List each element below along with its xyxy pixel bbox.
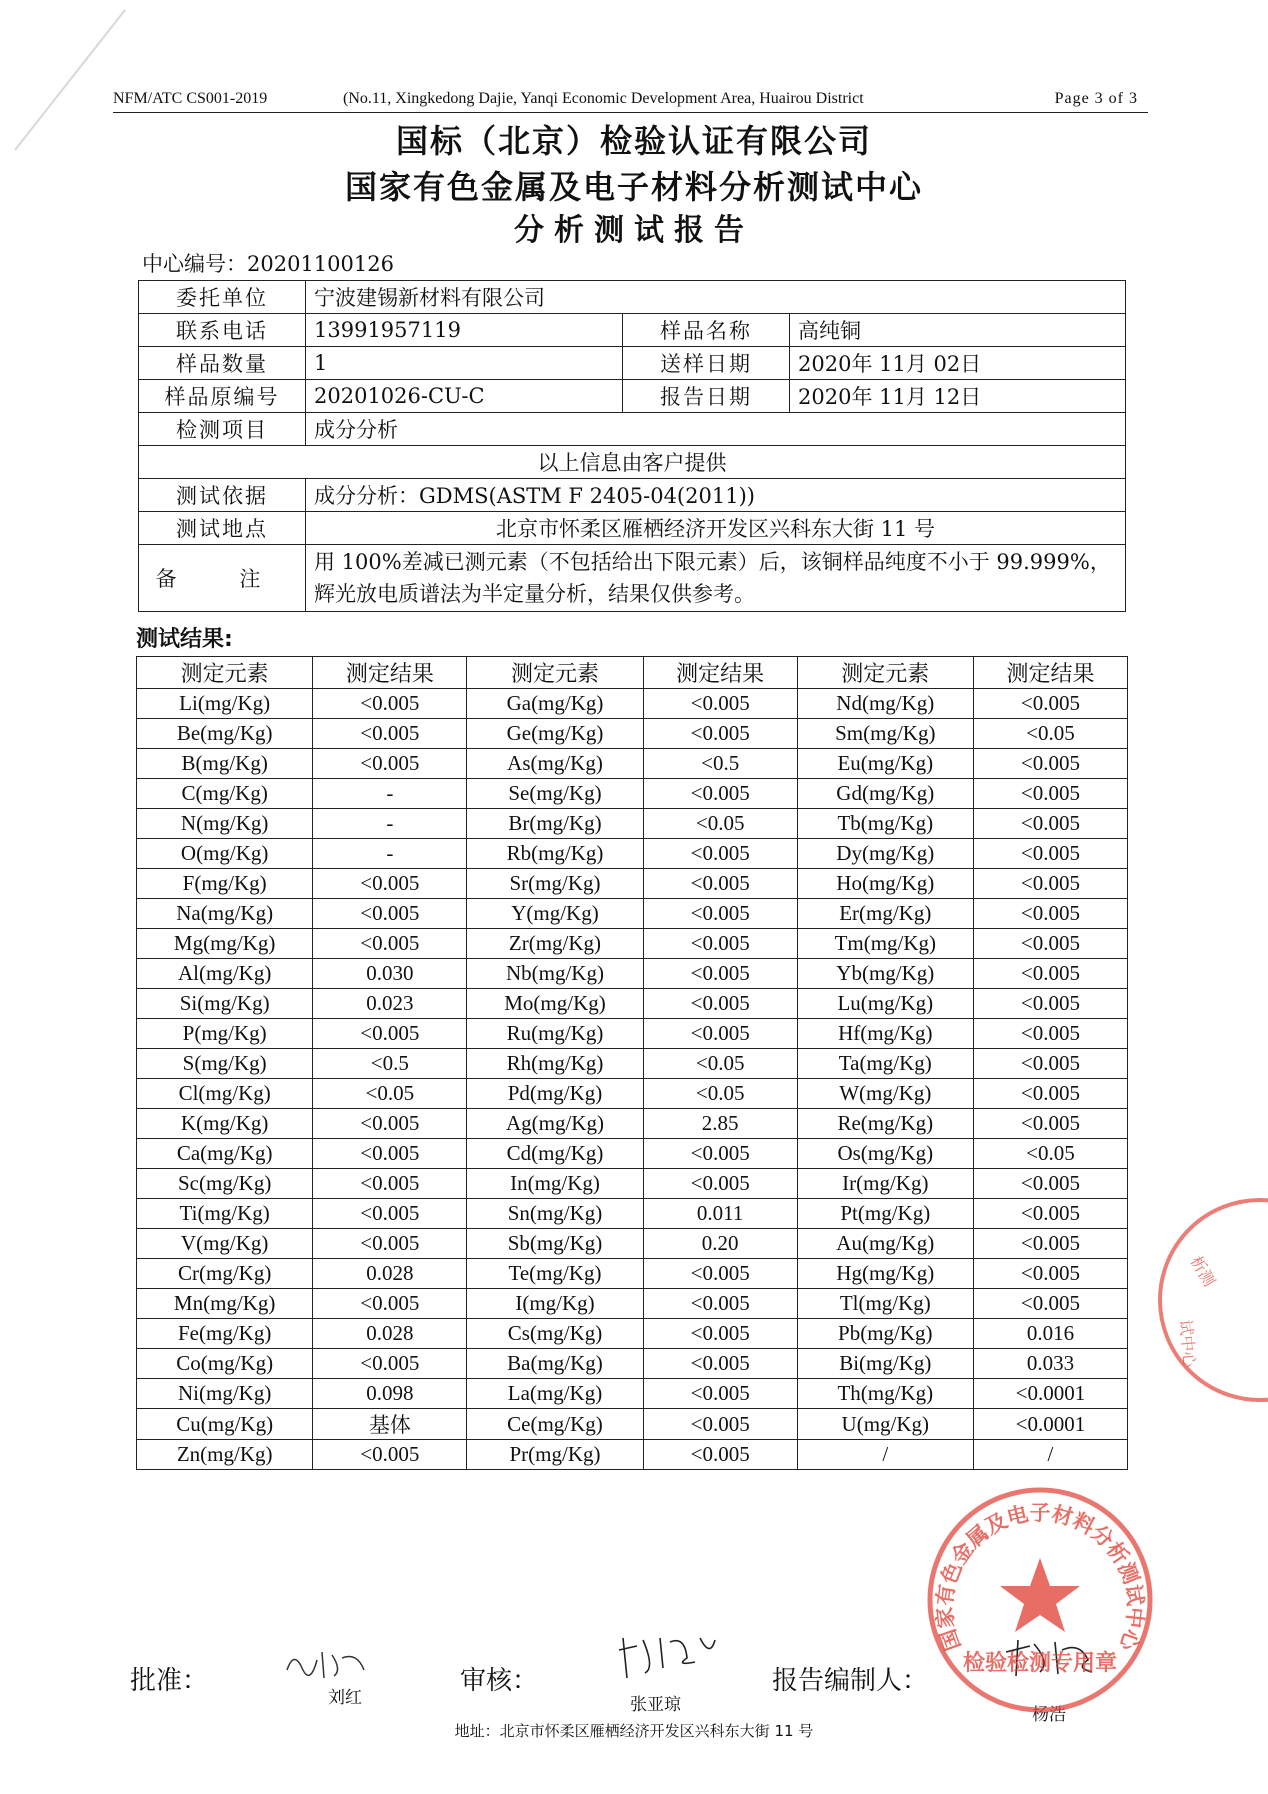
- element-cell: Sc(mg/Kg): [137, 1169, 313, 1199]
- element-cell: Br(mg/Kg): [467, 809, 643, 839]
- element-cell: Y(mg/Kg): [467, 899, 643, 929]
- result-cell: <0.005: [643, 1289, 797, 1319]
- element-cell: C(mg/Kg): [137, 779, 313, 809]
- result-cell: -: [313, 809, 467, 839]
- element-cell: K(mg/Kg): [137, 1109, 313, 1139]
- element-cell: Tb(mg/Kg): [797, 809, 973, 839]
- element-cell: Zr(mg/Kg): [467, 929, 643, 959]
- element-cell: Ta(mg/Kg): [797, 1049, 973, 1079]
- col-result-3: 测定结果: [973, 657, 1127, 689]
- edge-stamp: [1150, 1190, 1268, 1410]
- table-row: [137, 869, 1128, 899]
- result-cell: <0.005: [973, 989, 1127, 1019]
- result-cell: -: [313, 779, 467, 809]
- element-cell: Os(mg/Kg): [797, 1139, 973, 1169]
- table-row: [137, 989, 1128, 1019]
- element-cell: Sb(mg/Kg): [467, 1229, 643, 1259]
- col-element-2: 测定元素: [467, 657, 643, 689]
- table-row: [137, 929, 1128, 959]
- table-row: [137, 1409, 1128, 1440]
- element-cell: Rb(mg/Kg): [467, 839, 643, 869]
- table-row: [137, 1109, 1128, 1139]
- result-cell: <0.005: [973, 1259, 1127, 1289]
- result-cell: <0.05: [973, 1139, 1127, 1169]
- element-cell: Eu(mg/Kg): [797, 749, 973, 779]
- element-cell: Ba(mg/Kg): [467, 1349, 643, 1379]
- element-cell: Rh(mg/Kg): [467, 1049, 643, 1079]
- result-cell: <0.005: [973, 899, 1127, 929]
- result-cell: <0.005: [643, 1259, 797, 1289]
- item-label: 检测项目: [139, 413, 306, 446]
- report-date-value: 2020年 11月 12日: [790, 380, 1126, 413]
- stamp-arc-text: 国家有色金属及电子材料分析测试中心: [932, 1501, 1148, 1654]
- result-cell: 0.028: [313, 1259, 467, 1289]
- result-cell: <0.005: [973, 1169, 1127, 1199]
- review-signature: [615, 1628, 725, 1683]
- col-element-1: 测定元素: [137, 657, 313, 689]
- table-row: [137, 1049, 1128, 1079]
- element-cell: As(mg/Kg): [467, 749, 643, 779]
- result-cell: <0.005: [313, 1289, 467, 1319]
- element-cell: Sr(mg/Kg): [467, 869, 643, 899]
- table-row: [137, 1229, 1128, 1259]
- orig-no-label: 样品原编号: [139, 380, 306, 413]
- result-cell: <0.005: [313, 929, 467, 959]
- place-label: 测试地点: [139, 512, 306, 545]
- element-cell: Lu(mg/Kg): [797, 989, 973, 1019]
- element-cell: O(mg/Kg): [137, 839, 313, 869]
- result-cell: <0.005: [973, 1019, 1127, 1049]
- table-row: [137, 1379, 1128, 1409]
- result-cell: <0.005: [973, 1079, 1127, 1109]
- table-row: [137, 1259, 1128, 1289]
- table-row: [137, 749, 1128, 779]
- result-cell: <0.005: [643, 899, 797, 929]
- result-cell: <0.005: [973, 929, 1127, 959]
- element-cell: Nb(mg/Kg): [467, 959, 643, 989]
- result-cell: <0.005: [643, 989, 797, 1019]
- table-row: [137, 689, 1128, 719]
- element-cell: Pr(mg/Kg): [467, 1440, 643, 1470]
- client-note: 以上信息由客户提供: [139, 446, 1126, 479]
- element-cell: Mo(mg/Kg): [467, 989, 643, 1019]
- table-row: [137, 809, 1128, 839]
- result-cell: -: [313, 839, 467, 869]
- element-cell: F(mg/Kg): [137, 869, 313, 899]
- basis-label: 测试依据: [139, 479, 306, 512]
- orig-no-value: 20201026-CU-C: [306, 380, 623, 413]
- results-title: 测试结果:: [136, 627, 233, 652]
- result-cell: <0.005: [313, 1349, 467, 1379]
- element-cell: W(mg/Kg): [797, 1079, 973, 1109]
- review-label: 审核：: [460, 1666, 539, 1696]
- review-name: 张亚琼: [630, 1695, 681, 1715]
- result-cell: <0.005: [313, 1169, 467, 1199]
- result-cell: <0.005: [643, 1139, 797, 1169]
- result-cell: <0.005: [313, 1229, 467, 1259]
- svg-text:析测: 析测: [1186, 1252, 1219, 1290]
- col-element-3: 测定元素: [797, 657, 973, 689]
- element-cell: Hg(mg/Kg): [797, 1259, 973, 1289]
- element-cell: Tl(mg/Kg): [797, 1289, 973, 1319]
- element-cell: Tm(mg/Kg): [797, 929, 973, 959]
- element-cell: Co(mg/Kg): [137, 1349, 313, 1379]
- result-cell: <0.5: [643, 749, 797, 779]
- item-value: 成分分析: [306, 413, 1126, 446]
- element-cell: Ce(mg/Kg): [467, 1409, 643, 1440]
- result-cell: 0.028: [313, 1319, 467, 1349]
- element-cell: Na(mg/Kg): [137, 899, 313, 929]
- element-cell: I(mg/Kg): [467, 1289, 643, 1319]
- result-cell: <0.005: [313, 689, 467, 719]
- result-cell: <0.0001: [973, 1379, 1127, 1409]
- element-cell: Ho(mg/Kg): [797, 869, 973, 899]
- result-cell: <0.005: [973, 1049, 1127, 1079]
- result-cell: <0.005: [643, 1349, 797, 1379]
- table-row: [137, 1169, 1128, 1199]
- element-cell: Ti(mg/Kg): [137, 1199, 313, 1229]
- element-cell: Cu(mg/Kg): [137, 1409, 313, 1440]
- result-cell: <0.005: [313, 749, 467, 779]
- table-row: [137, 719, 1128, 749]
- element-cell: Ga(mg/Kg): [467, 689, 643, 719]
- report-title: 分析测试报告: [514, 213, 754, 248]
- element-cell: Er(mg/Kg): [797, 899, 973, 929]
- results-header-row: [137, 657, 1128, 689]
- result-cell: <0.05: [973, 719, 1127, 749]
- result-cell: <0.005: [313, 719, 467, 749]
- element-cell: Mn(mg/Kg): [137, 1289, 313, 1319]
- phone-value: 13991957119: [306, 314, 623, 347]
- result-cell: <0.05: [643, 809, 797, 839]
- result-cell: 基体: [313, 1409, 467, 1440]
- result-cell: <0.005: [643, 1319, 797, 1349]
- result-cell: /: [973, 1440, 1127, 1470]
- element-cell: U(mg/Kg): [797, 1409, 973, 1440]
- send-date-label: 送样日期: [623, 347, 790, 380]
- page-number: Page 3 of 3: [1054, 90, 1138, 107]
- result-cell: <0.005: [973, 779, 1127, 809]
- result-cell: <0.005: [313, 1440, 467, 1470]
- result-cell: <0.005: [643, 1019, 797, 1049]
- element-cell: S(mg/Kg): [137, 1049, 313, 1079]
- element-cell: Pb(mg/Kg): [797, 1319, 973, 1349]
- element-cell: Fe(mg/Kg): [137, 1319, 313, 1349]
- element-cell: Mg(mg/Kg): [137, 929, 313, 959]
- result-cell: 0.033: [973, 1349, 1127, 1379]
- result-cell: <0.005: [313, 1019, 467, 1049]
- result-cell: 0.016: [973, 1319, 1127, 1349]
- official-stamp: [920, 1480, 1160, 1720]
- result-cell: <0.005: [973, 689, 1127, 719]
- header-line: [113, 90, 1148, 113]
- result-cell: 0.011: [643, 1199, 797, 1229]
- element-cell: Li(mg/Kg): [137, 689, 313, 719]
- remark-label: 备 注: [139, 545, 306, 612]
- result-cell: <0.005: [313, 1199, 467, 1229]
- table-row: [137, 899, 1128, 929]
- element-cell: In(mg/Kg): [467, 1169, 643, 1199]
- element-cell: Ag(mg/Kg): [467, 1109, 643, 1139]
- basis-value: 成分分析：GDMS(ASTM F 2405-04(2011)): [306, 479, 1126, 512]
- stamp-seal-text: 检验检测专用章: [962, 1651, 1118, 1676]
- element-cell: Al(mg/Kg): [137, 959, 313, 989]
- result-cell: <0.005: [973, 1199, 1127, 1229]
- result-cell: <0.05: [643, 1049, 797, 1079]
- footer-address: 地址：北京市怀柔区雁栖经济开发区兴科东大街 11 号: [454, 1722, 814, 1740]
- element-cell: Cr(mg/Kg): [137, 1259, 313, 1289]
- col-result-2: 测定结果: [643, 657, 797, 689]
- result-cell: <0.005: [313, 1139, 467, 1169]
- element-cell: Nd(mg/Kg): [797, 689, 973, 719]
- element-cell: Pd(mg/Kg): [467, 1079, 643, 1109]
- result-cell: <0.005: [643, 1440, 797, 1470]
- qty-value: 1: [306, 347, 623, 380]
- result-cell: <0.005: [973, 1109, 1127, 1139]
- table-row: [137, 1199, 1128, 1229]
- report-date-label: 报告日期: [623, 380, 790, 413]
- element-cell: Cl(mg/Kg): [137, 1079, 313, 1109]
- approve-signature: [282, 1640, 372, 1685]
- result-cell: 0.098: [313, 1379, 467, 1409]
- table-row: [137, 1079, 1128, 1109]
- center-title: 国家有色金属及电子材料分析测试中心: [344, 168, 923, 206]
- result-cell: 0.20: [643, 1229, 797, 1259]
- result-cell: 0.023: [313, 989, 467, 1019]
- element-cell: Bi(mg/Kg): [797, 1349, 973, 1379]
- element-cell: Si(mg/Kg): [137, 989, 313, 1019]
- element-cell: Th(mg/Kg): [797, 1379, 973, 1409]
- company-title: 国标（北京）检验认证有限公司: [395, 122, 872, 160]
- result-cell: 0.030: [313, 959, 467, 989]
- element-cell: Sm(mg/Kg): [797, 719, 973, 749]
- fold-mark: [10, 0, 130, 160]
- element-cell: Zn(mg/Kg): [137, 1440, 313, 1470]
- result-cell: <0.005: [643, 1379, 797, 1409]
- element-cell: Ni(mg/Kg): [137, 1379, 313, 1409]
- result-cell: <0.005: [313, 869, 467, 899]
- author-label: 报告编制人：: [772, 1666, 929, 1696]
- result-cell: <0.005: [643, 1169, 797, 1199]
- approve-label: 批准：: [130, 1666, 209, 1696]
- result-cell: 2.85: [643, 1109, 797, 1139]
- table-row: [137, 1289, 1128, 1319]
- svg-text:试中心: 试中心: [1176, 1318, 1200, 1369]
- table-row: [137, 1139, 1128, 1169]
- client-value: 宁波建锡新材料有限公司: [306, 281, 1126, 314]
- client-label: 委托单位: [139, 281, 306, 314]
- table-row: [137, 779, 1128, 809]
- result-cell: <0.05: [313, 1079, 467, 1109]
- element-cell: Te(mg/Kg): [467, 1259, 643, 1289]
- result-cell: <0.005: [973, 1289, 1127, 1319]
- element-cell: Hf(mg/Kg): [797, 1019, 973, 1049]
- result-cell: <0.005: [643, 959, 797, 989]
- element-cell: Ir(mg/Kg): [797, 1169, 973, 1199]
- element-cell: N(mg/Kg): [137, 809, 313, 839]
- result-cell: <0.005: [643, 719, 797, 749]
- result-cell: <0.005: [973, 749, 1127, 779]
- result-cell: <0.005: [643, 779, 797, 809]
- element-cell: Se(mg/Kg): [467, 779, 643, 809]
- result-cell: <0.005: [973, 869, 1127, 899]
- result-cell: <0.005: [313, 1109, 467, 1139]
- element-cell: Ge(mg/Kg): [467, 719, 643, 749]
- result-cell: <0.005: [643, 869, 797, 899]
- center-number: 中心编号：20201100126: [142, 252, 394, 276]
- author-name: 杨浩: [1032, 1705, 1066, 1725]
- table-row: [137, 1319, 1128, 1349]
- element-cell: Ru(mg/Kg): [467, 1019, 643, 1049]
- info-table: [138, 280, 1126, 612]
- remark-value: 用 100%差减已测元素（不包括给出下限元素）后，该铜样品纯度不小于 99.999%，辉光放电质谱法为半定量分析，结果仅供参考。: [306, 545, 1126, 612]
- result-cell: <0.005: [973, 959, 1127, 989]
- result-cell: <0.005: [973, 809, 1127, 839]
- result-cell: <0.005: [643, 1409, 797, 1440]
- result-cell: <0.05: [643, 1079, 797, 1109]
- element-cell: Gd(mg/Kg): [797, 779, 973, 809]
- element-cell: Dy(mg/Kg): [797, 839, 973, 869]
- results-table: [136, 656, 1128, 1470]
- element-cell: Sn(mg/Kg): [467, 1199, 643, 1229]
- table-row: [137, 1349, 1128, 1379]
- col-result-1: 测定结果: [313, 657, 467, 689]
- qty-label: 样品数量: [139, 347, 306, 380]
- sample-name-label: 样品名称: [623, 314, 790, 347]
- result-cell: <0.005: [973, 1229, 1127, 1259]
- result-cell: <0.005: [973, 839, 1127, 869]
- result-cell: <0.5: [313, 1049, 467, 1079]
- element-cell: Ca(mg/Kg): [137, 1139, 313, 1169]
- result-cell: <0.005: [643, 839, 797, 869]
- table-row: [137, 839, 1128, 869]
- place-value: 北京市怀柔区雁栖经济开发区兴科东大街 11 号: [306, 512, 1126, 545]
- sample-name-value: 高纯铜: [790, 314, 1126, 347]
- element-cell: P(mg/Kg): [137, 1019, 313, 1049]
- result-cell: <0.005: [643, 689, 797, 719]
- phone-label: 联系电话: [139, 314, 306, 347]
- table-row: [137, 959, 1128, 989]
- element-cell: Yb(mg/Kg): [797, 959, 973, 989]
- element-cell: La(mg/Kg): [467, 1379, 643, 1409]
- send-date-value: 2020年 11月 02日: [790, 347, 1126, 380]
- element-cell: Au(mg/Kg): [797, 1229, 973, 1259]
- header-address: (No.11, Xingkedong Dajie, Yanqi Economic Development Area, Huairou District: [343, 90, 864, 107]
- element-cell: Be(mg/Kg): [137, 719, 313, 749]
- element-cell: V(mg/Kg): [137, 1229, 313, 1259]
- element-cell: Cd(mg/Kg): [467, 1139, 643, 1169]
- result-cell: <0.005: [643, 929, 797, 959]
- element-cell: /: [797, 1440, 973, 1470]
- table-row: [137, 1440, 1128, 1470]
- approve-name: 刘红: [328, 1688, 362, 1708]
- element-cell: Re(mg/Kg): [797, 1109, 973, 1139]
- element-cell: Cs(mg/Kg): [467, 1319, 643, 1349]
- element-cell: B(mg/Kg): [137, 749, 313, 779]
- result-cell: <0.005: [313, 899, 467, 929]
- table-row: [137, 1019, 1128, 1049]
- standard-code: NFM/ATC CS001-2019: [113, 90, 268, 107]
- element-cell: Pt(mg/Kg): [797, 1199, 973, 1229]
- result-cell: <0.0001: [973, 1409, 1127, 1440]
